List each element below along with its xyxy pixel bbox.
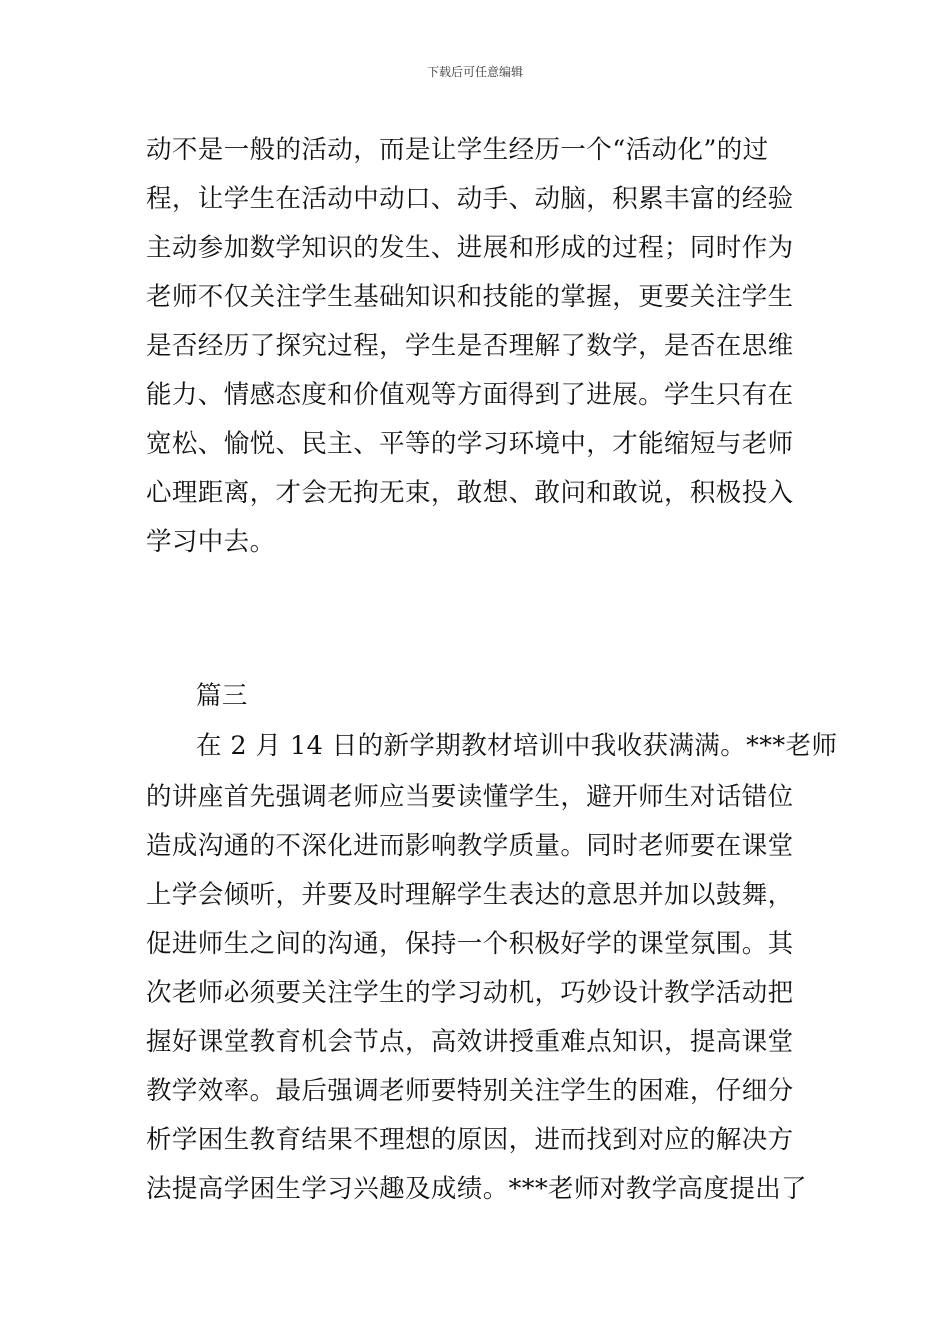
paragraph-line: 是否经历了探究过程，学生是否理解了数学，是否在思维 <box>146 331 794 361</box>
paragraph-line: 上学会倾听，并要及时理解学生表达的意思并加以鼓舞， <box>146 880 794 910</box>
paragraph-line: 能力、情感态度和价值观等方面得到了进展。学生只有在 <box>146 380 794 410</box>
paragraph-line: 学习中去。 <box>146 527 276 557</box>
paragraph-line: 法提高学困生学习兴趣及成绩。***老师对教学高度提出了 <box>146 1174 808 1204</box>
paragraph-line: 在 2 月 14 日的新学期教材培训中我收获满满。***老师 <box>196 731 838 761</box>
paragraph-line: 握好课堂教育机会节点，高效讲授重难点知识，提高课堂 <box>146 1027 794 1057</box>
paragraph-line: 程，让学生在活动中动口、动手、动脑，积累丰富的经验 <box>146 184 794 214</box>
paragraph-line: 次老师必须要关注学生的学习动机，巧妙设计教学活动把 <box>146 978 794 1008</box>
paragraph-line: 促进师生之间的沟通，保持一个积极好学的课堂氛围。其 <box>146 929 794 959</box>
paragraph-line: 造成沟通的不深化进而影响教学质量。同时老师要在课堂 <box>146 831 794 861</box>
paragraph-line: 宽松、愉悦、民主、平等的学习环境中，才能缩短与老师 <box>146 429 794 459</box>
paragraph-line: 析学困生教育结果不理想的原因，进而找到对应的解决方 <box>146 1125 794 1155</box>
page-header: 下载后可任意编辑 <box>426 65 523 79</box>
paragraph-line: 老师不仅关注学生基础知识和技能的掌握，更要关注学生 <box>146 282 794 312</box>
paragraph-line: 的讲座首先强调老师应当要读懂学生，避开师生对话错位 <box>146 782 794 812</box>
paragraph-line: 动不是一般的活动，而是让学生经历一个“活动化”的过 <box>146 135 769 165</box>
section-heading: 篇三 <box>196 681 248 711</box>
paragraph-line: 教学效率。最后强调老师要特别关注学生的困难，仔细分 <box>146 1076 794 1106</box>
paragraph-line: 心理距离，才会无拘无束，敢想、敢问和敢说，积极投入 <box>146 478 794 508</box>
paragraph-line: 主动参加数学知识的发生、进展和形成的过程；同时作为 <box>146 233 794 263</box>
